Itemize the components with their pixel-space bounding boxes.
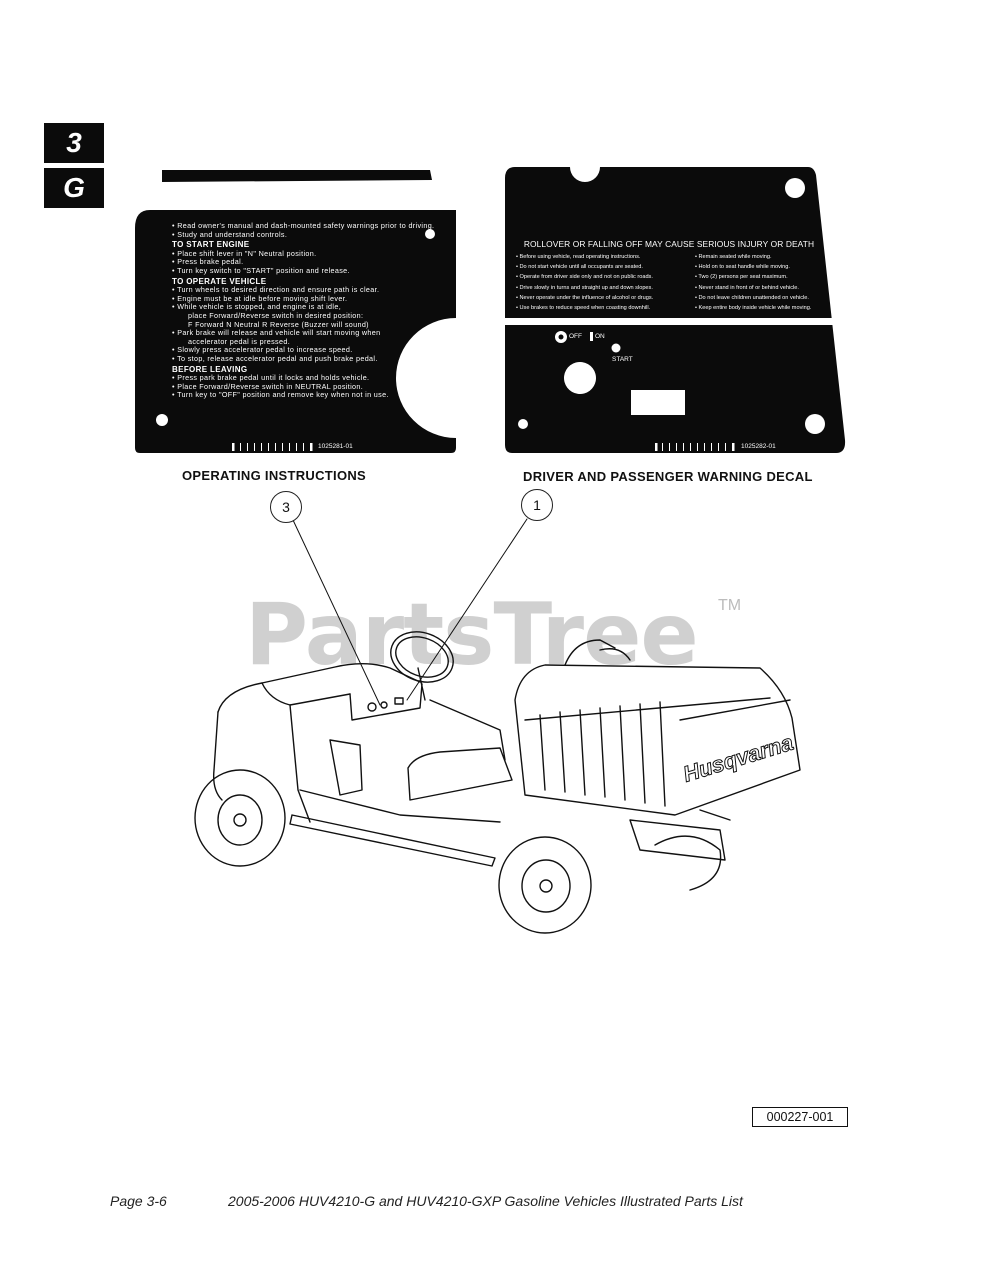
instruction-line: accelerator pedal is pressed.: [188, 336, 291, 346]
instruction-line: • Park brake will release and vehicle will start moving when: [172, 328, 381, 338]
instruction-line: • Slowly press accelerator pedal to increase speed.: [172, 345, 353, 355]
drawing-number: 000227-001: [752, 1107, 848, 1127]
warning-item: • Drive slowly in turns and straight up and down slopes.: [516, 284, 653, 291]
instruction-line: • While vehicle is stopped, and engine is at idle,: [172, 302, 342, 312]
instruction-line: • Engine must be at idle before moving shift lever.: [172, 293, 348, 303]
warning-item: • Use brakes to reduce speed when coasting downhill.: [516, 305, 651, 312]
warning-decal-title: ROLLOVER OR FALLING OFF MAY CAUSE SERIOUS INJURY OR DEATH: [523, 239, 815, 249]
instruction-line: • Press park brake pedal until it locks and holds vehicle.: [172, 373, 370, 383]
warning-item: • Hold on to seat handle while moving.: [695, 264, 790, 271]
instruction-line: • Study and understand controls.: [172, 229, 288, 239]
instruction-line: • Turn wheels to desired direction and ensure path is clear.: [172, 285, 380, 295]
warning-item: • Operate from driver side only and not on public roads.: [516, 274, 653, 281]
warning-decal-caption: DRIVER AND PASSENGER WARNING DECAL: [523, 469, 813, 484]
start-label: START: [612, 356, 633, 363]
watermark: PartsTree: [245, 585, 698, 685]
warning-item: • Do not leave children unattended on vehicle.: [695, 294, 809, 301]
instruction-line: place Forward/Reverse switch in desired position:: [188, 310, 364, 320]
warning-item: • Do not start vehicle until all occupants are seated.: [516, 264, 643, 271]
warning-item: • Two (2) persons per seat maximum.: [695, 274, 788, 281]
warning-item: • Before using vehicle, read operating instructions.: [516, 254, 641, 260]
instruction-line: • Read owner's manual and dash-mounted safety warnings prior to driving.: [172, 221, 435, 230]
instruction-line: F Forward N Neutral R Reverse (Buzzer will sound): [188, 319, 369, 329]
section-tab-g: G: [44, 168, 104, 208]
instruction-line: • Place Forward/Reverse switch in NEUTRAL position.: [172, 381, 364, 391]
operating-decal-part-code: 1025281-01: [318, 443, 353, 450]
instruction-line: • Press brake pedal.: [172, 257, 244, 267]
instruction-heading: TO START ENGINE: [172, 240, 250, 250]
document-title: 2005-2006 HUV4210-G and HUV4210-GXP Gasoline Vehicles Illustrated Parts List: [228, 1193, 743, 1209]
warning-item: • Keep entire body inside vehicle while moving.: [695, 305, 812, 312]
warning-item: • Remain seated while moving.: [695, 254, 772, 260]
instruction-line: • To stop, release accelerator pedal and push brake pedal.: [172, 353, 378, 363]
instruction-heading: TO OPERATE VEHICLE: [172, 276, 267, 286]
section-tab-3: 3: [44, 123, 104, 163]
instruction-line: • Place shift lever in "N" Neutral position.: [172, 248, 317, 258]
warning-decal-part-code: 1025282-01: [741, 443, 776, 450]
on-label: ON: [595, 333, 605, 340]
callout-1: 1: [521, 489, 553, 521]
operating-instructions-caption: OPERATING INSTRUCTIONS: [182, 468, 367, 483]
instruction-line: • Turn key switch to "START" position and release.: [172, 265, 350, 275]
vehicle-brand-logo: Husqvarna: [680, 729, 797, 787]
instruction-line: • Turn key to "OFF" position and remove key when not in use.: [172, 390, 389, 400]
off-label: OFF: [569, 333, 582, 340]
callout-3: 3: [270, 491, 302, 523]
warning-item: • Never operate under the influence of alcohol or drugs.: [516, 294, 654, 301]
page-number: Page 3-6: [110, 1193, 167, 1209]
watermark-tm: TM: [718, 597, 742, 614]
warning-item: • Never stand in front of or behind vehicle.: [695, 284, 799, 291]
instruction-heading: BEFORE LEAVING: [172, 364, 248, 374]
